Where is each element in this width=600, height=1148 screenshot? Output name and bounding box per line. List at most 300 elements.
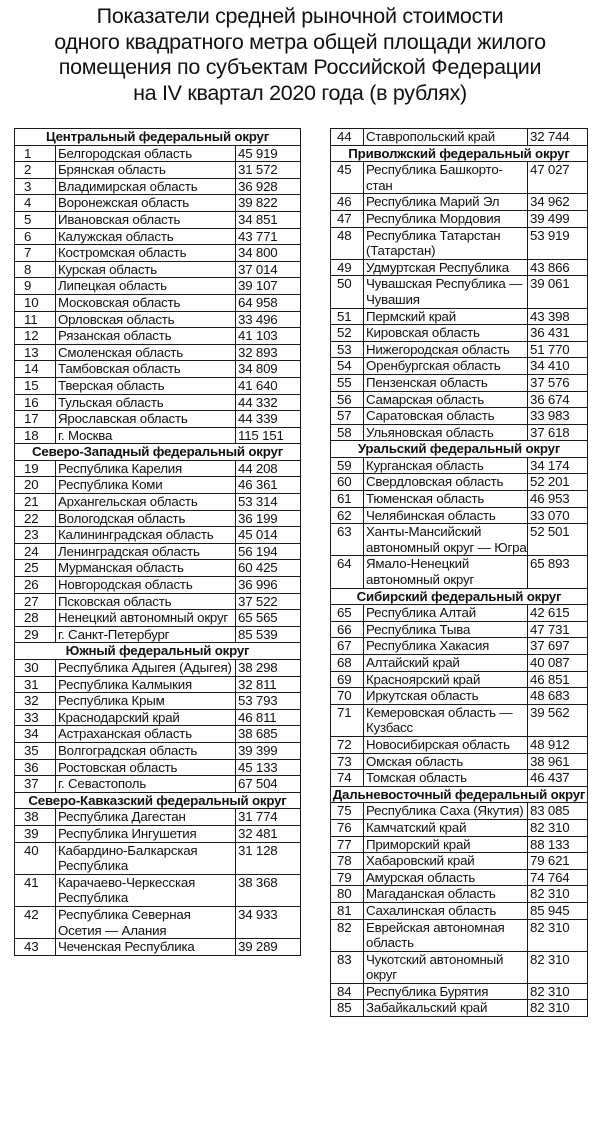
title-line: на IV квартал 2020 года (в рублях)	[133, 80, 467, 105]
price-value: 64 958	[236, 294, 301, 311]
table-row	[15, 477, 301, 494]
price-value: 56 194	[236, 543, 301, 560]
row-number: 54	[331, 358, 364, 375]
region-name: Ульяновская область	[364, 424, 528, 441]
region-name: Рязанская область	[56, 328, 236, 345]
row-number: 48	[331, 227, 364, 259]
region-name: Приморский край	[364, 836, 528, 853]
region-name: Республика Карелия	[56, 460, 236, 477]
row-number: 29	[15, 626, 56, 643]
region-name: Республика Алтай	[364, 605, 528, 622]
table-row	[15, 195, 301, 212]
region-name: Республика Крым	[56, 693, 236, 710]
table-row	[331, 770, 588, 787]
title-line: помещения по субъектам Российской Федерации	[58, 55, 542, 79]
district-header: Дальневосточный федеральный округ	[331, 786, 588, 803]
row-number: 67	[331, 638, 364, 655]
row-number: 38	[15, 809, 56, 826]
price-value: 47 731	[528, 621, 588, 638]
table-row	[331, 621, 588, 638]
table-row	[15, 377, 301, 394]
region-name: Сахалинская область	[364, 902, 528, 919]
price-value: 82 310	[528, 919, 588, 951]
row-number: 15	[15, 377, 56, 394]
table-row	[331, 276, 588, 308]
row-number: 24	[15, 543, 56, 560]
row-number: 85	[331, 1000, 364, 1017]
price-value: 34 933	[236, 906, 301, 938]
price-value: 46 361	[236, 477, 301, 494]
price-table-right	[330, 128, 588, 1017]
region-name: Пензенская область	[364, 374, 528, 391]
district-header-row	[331, 588, 588, 605]
price-value: 48 912	[528, 736, 588, 753]
row-number: 34	[15, 726, 56, 743]
price-value: 31 572	[236, 162, 301, 179]
region-name: Владимирская область	[56, 178, 236, 195]
table-row	[331, 1000, 588, 1017]
region-name: Ставропольский край	[364, 129, 528, 146]
table-row	[15, 577, 301, 594]
price-value: 65 565	[236, 610, 301, 627]
region-name: Кировская область	[364, 325, 528, 342]
table-row	[15, 676, 301, 693]
row-number: 33	[15, 709, 56, 726]
table-row	[15, 145, 301, 162]
row-number: 31	[15, 676, 56, 693]
table-row	[15, 311, 301, 328]
row-number: 77	[331, 836, 364, 853]
district-header-row	[331, 145, 588, 162]
row-number: 50	[331, 276, 364, 308]
region-name: Омская область	[364, 753, 528, 770]
row-number: 2	[15, 162, 56, 179]
table-row	[331, 391, 588, 408]
price-value: 39 499	[528, 210, 588, 227]
region-name: Забайкальский край	[364, 1000, 528, 1017]
district-header: Южный федеральный округ	[15, 643, 301, 660]
region-name: Республика Бурятия	[364, 983, 528, 1000]
region-name: Курская область	[56, 261, 236, 278]
row-number: 30	[15, 660, 56, 677]
price-value: 39 399	[236, 742, 301, 759]
price-value: 82 310	[528, 1000, 588, 1017]
table-row	[331, 424, 588, 441]
region-name: г. Севастополь	[56, 776, 236, 793]
region-name: Иркутская область	[364, 688, 528, 705]
region-name: Вологодская область	[56, 510, 236, 527]
left-table-column	[14, 128, 300, 956]
table-row	[331, 474, 588, 491]
table-row	[15, 874, 301, 906]
district-header-row	[15, 792, 301, 809]
table-row	[15, 709, 301, 726]
region-name: Удмуртская Республика	[364, 259, 528, 276]
row-number: 81	[331, 902, 364, 919]
price-value: 31 774	[236, 809, 301, 826]
region-name: Чувашская Республика — Чувашия	[364, 276, 528, 308]
region-name: Брянская область	[56, 162, 236, 179]
region-name: Псковская область	[56, 593, 236, 610]
district-header: Северо-Западный федеральный округ	[15, 444, 301, 461]
region-name: Республика Северная Осетия — Алания	[56, 906, 236, 938]
price-value: 40 087	[528, 655, 588, 672]
row-number: 53	[331, 341, 364, 358]
region-name: Республика Татарстан (Татарстан)	[364, 227, 528, 259]
region-name: Магаданская область	[364, 886, 528, 903]
table-row	[15, 328, 301, 345]
row-number: 10	[15, 294, 56, 311]
row-number: 17	[15, 411, 56, 428]
row-number: 70	[331, 688, 364, 705]
price-value: 37 697	[528, 638, 588, 655]
price-value: 46 953	[528, 491, 588, 508]
table-row	[15, 394, 301, 411]
price-value: 34 851	[236, 211, 301, 228]
row-number: 66	[331, 621, 364, 638]
price-value: 37 618	[528, 424, 588, 441]
region-name: Республика Адыгея (Адыгея)	[56, 660, 236, 677]
region-name: Астраханская область	[56, 726, 236, 743]
row-number: 60	[331, 474, 364, 491]
table-row	[15, 460, 301, 477]
table-row	[331, 524, 588, 556]
price-value: 38 298	[236, 660, 301, 677]
price-value: 41 103	[236, 328, 301, 345]
price-value: 43 866	[528, 259, 588, 276]
price-value: 38 961	[528, 753, 588, 770]
row-number: 7	[15, 245, 56, 262]
price-value: 67 504	[236, 776, 301, 793]
row-number: 83	[331, 951, 364, 983]
price-value: 46 851	[528, 671, 588, 688]
region-name: Тамбовская область	[56, 361, 236, 378]
price-value: 32 893	[236, 344, 301, 361]
row-number: 73	[331, 753, 364, 770]
row-number: 14	[15, 361, 56, 378]
table-row	[15, 693, 301, 710]
table-row	[331, 259, 588, 276]
row-number: 39	[15, 825, 56, 842]
price-value: 47 027	[528, 162, 588, 194]
price-value: 39 822	[236, 195, 301, 212]
table-row	[331, 325, 588, 342]
region-name: Курганская область	[364, 457, 528, 474]
region-name: Республика Тыва	[364, 621, 528, 638]
row-number: 21	[15, 494, 56, 511]
region-name: Тюменская область	[364, 491, 528, 508]
price-value: 32 811	[236, 676, 301, 693]
row-number: 62	[331, 507, 364, 524]
table-row	[15, 726, 301, 743]
row-number: 72	[331, 736, 364, 753]
row-number: 79	[331, 869, 364, 886]
table-row	[15, 361, 301, 378]
price-value: 39 562	[528, 704, 588, 736]
district-header-row	[15, 643, 301, 660]
table-row	[15, 211, 301, 228]
table-row	[15, 560, 301, 577]
row-number: 8	[15, 261, 56, 278]
region-name: Тверская область	[56, 377, 236, 394]
row-number: 44	[331, 129, 364, 146]
table-row	[15, 776, 301, 793]
row-number: 11	[15, 311, 56, 328]
row-number: 22	[15, 510, 56, 527]
region-name: Калужская область	[56, 228, 236, 245]
table-row	[331, 358, 588, 375]
table-row	[331, 308, 588, 325]
region-name: Чукотский автономный округ	[364, 951, 528, 983]
region-name: Алтайский край	[364, 655, 528, 672]
document-title	[0, 4, 600, 106]
region-name: Ямало-Ненецкий автономный округ	[364, 556, 528, 588]
row-number: 51	[331, 308, 364, 325]
right-table-column	[330, 128, 587, 1017]
row-number: 23	[15, 527, 56, 544]
region-name: Ивановская область	[56, 211, 236, 228]
price-value: 31 128	[236, 842, 301, 874]
row-number: 43	[15, 939, 56, 956]
district-header-row	[15, 444, 301, 461]
table-row	[331, 491, 588, 508]
row-number: 41	[15, 874, 56, 906]
table-row	[331, 194, 588, 211]
price-value: 38 685	[236, 726, 301, 743]
price-value: 44 339	[236, 411, 301, 428]
price-value: 36 431	[528, 325, 588, 342]
region-name: Архангельская область	[56, 494, 236, 511]
region-name: Республика Калмыкия	[56, 676, 236, 693]
price-value: 36 996	[236, 577, 301, 594]
price-value: 45 919	[236, 145, 301, 162]
table-row	[15, 742, 301, 759]
price-value: 82 310	[528, 983, 588, 1000]
region-name: Краснодарский край	[56, 709, 236, 726]
price-value: 53 793	[236, 693, 301, 710]
region-name: Нижегородская область	[364, 341, 528, 358]
row-number: 56	[331, 391, 364, 408]
region-name: Челябинская область	[364, 507, 528, 524]
region-name: Новгородская область	[56, 577, 236, 594]
region-name: Камчатский край	[364, 819, 528, 836]
price-value: 53 919	[528, 227, 588, 259]
table-row	[331, 129, 588, 146]
region-name: Республика Коми	[56, 477, 236, 494]
price-value: 36 199	[236, 510, 301, 527]
table-row	[15, 278, 301, 295]
table-row	[15, 245, 301, 262]
region-name: Воронежская область	[56, 195, 236, 212]
table-row	[331, 951, 588, 983]
table-row	[15, 610, 301, 627]
price-value: 36 674	[528, 391, 588, 408]
row-number: 71	[331, 704, 364, 736]
table-row	[331, 886, 588, 903]
region-name: Смоленская область	[56, 344, 236, 361]
region-name: Свердловская область	[364, 474, 528, 491]
table-row	[331, 210, 588, 227]
district-header: Приволжский федеральный округ	[331, 145, 588, 162]
table-row	[15, 825, 301, 842]
table-row	[331, 341, 588, 358]
price-value: 37 576	[528, 374, 588, 391]
price-value: 39 289	[236, 939, 301, 956]
price-value: 43 771	[236, 228, 301, 245]
row-number: 18	[15, 427, 56, 444]
price-value: 39 107	[236, 278, 301, 295]
table-row	[15, 593, 301, 610]
table-row	[331, 704, 588, 736]
table-row	[15, 906, 301, 938]
row-number: 36	[15, 759, 56, 776]
table-row	[15, 626, 301, 643]
region-name: Республика Дагестан	[56, 809, 236, 826]
price-value: 34 174	[528, 457, 588, 474]
row-number: 61	[331, 491, 364, 508]
region-name: Ленинградская область	[56, 543, 236, 560]
table-row	[15, 228, 301, 245]
price-value: 51 770	[528, 341, 588, 358]
price-value: 44 332	[236, 394, 301, 411]
table-row	[15, 494, 301, 511]
region-name: г. Москва	[56, 427, 236, 444]
row-number: 74	[331, 770, 364, 787]
row-number: 69	[331, 671, 364, 688]
table-row	[15, 759, 301, 776]
table-row	[15, 660, 301, 677]
table-row	[331, 605, 588, 622]
table-row	[15, 427, 301, 444]
row-number: 65	[331, 605, 364, 622]
region-name: Белгородская область	[56, 145, 236, 162]
row-number: 27	[15, 593, 56, 610]
table-row	[15, 261, 301, 278]
table-row	[15, 178, 301, 195]
region-name: Ярославская область	[56, 411, 236, 428]
region-name: Мурманская область	[56, 560, 236, 577]
table-row	[331, 162, 588, 194]
price-value: 82 310	[528, 886, 588, 903]
table-row	[331, 836, 588, 853]
price-value: 115 151	[236, 427, 301, 444]
price-value: 34 962	[528, 194, 588, 211]
price-value: 88 133	[528, 836, 588, 853]
region-name: Хабаровский край	[364, 853, 528, 870]
region-name: Орловская область	[56, 311, 236, 328]
price-value: 46 811	[236, 709, 301, 726]
region-name: Пермский край	[364, 308, 528, 325]
price-value: 41 640	[236, 377, 301, 394]
table-row	[331, 408, 588, 425]
region-name: Амурская область	[364, 869, 528, 886]
region-name: Саратовская область	[364, 408, 528, 425]
region-name: Кемеровская область — Кузбасс	[364, 704, 528, 736]
district-header-row	[331, 441, 588, 458]
row-number: 58	[331, 424, 364, 441]
row-number: 20	[15, 477, 56, 494]
region-name: Ненецкий автономный округ	[56, 610, 236, 627]
price-value: 43 398	[528, 308, 588, 325]
region-name: Республика Хакасия	[364, 638, 528, 655]
price-value: 33 070	[528, 507, 588, 524]
region-name: Республика Ингушетия	[56, 825, 236, 842]
price-value: 82 310	[528, 951, 588, 983]
row-number: 6	[15, 228, 56, 245]
price-value: 85 945	[528, 902, 588, 919]
price-value: 82 310	[528, 819, 588, 836]
price-value: 32 481	[236, 825, 301, 842]
price-value: 52 501	[528, 524, 588, 556]
region-name: Калининградская область	[56, 527, 236, 544]
table-row	[331, 919, 588, 951]
row-number: 37	[15, 776, 56, 793]
price-value: 79 621	[528, 853, 588, 870]
district-header: Центральный федеральный округ	[15, 129, 301, 146]
row-number: 3	[15, 178, 56, 195]
row-number: 40	[15, 842, 56, 874]
row-number: 49	[331, 259, 364, 276]
table-row	[331, 753, 588, 770]
price-value: 52 201	[528, 474, 588, 491]
row-number: 5	[15, 211, 56, 228]
row-number: 4	[15, 195, 56, 212]
table-row	[15, 809, 301, 826]
region-name: Ростовская область	[56, 759, 236, 776]
table-row	[15, 510, 301, 527]
region-name: Самарская область	[364, 391, 528, 408]
region-name: Республика Башкорто-стан	[364, 162, 528, 194]
table-row	[331, 227, 588, 259]
price-value: 45 133	[236, 759, 301, 776]
table-row	[331, 902, 588, 919]
row-number: 13	[15, 344, 56, 361]
price-value: 83 085	[528, 803, 588, 820]
table-row	[331, 736, 588, 753]
price-value: 34 809	[236, 361, 301, 378]
region-name: Республика Саха (Якутия)	[364, 803, 528, 820]
row-number: 80	[331, 886, 364, 903]
row-number: 12	[15, 328, 56, 345]
price-value: 32 744	[528, 129, 588, 146]
table-row	[15, 842, 301, 874]
row-number: 1	[15, 145, 56, 162]
row-number: 57	[331, 408, 364, 425]
region-name: Республика Мордовия	[364, 210, 528, 227]
table-row	[15, 543, 301, 560]
row-number: 26	[15, 577, 56, 594]
row-number: 76	[331, 819, 364, 836]
table-row	[331, 671, 588, 688]
row-number: 9	[15, 278, 56, 295]
region-name: Волгоградская область	[56, 742, 236, 759]
table-row	[15, 294, 301, 311]
row-number: 75	[331, 803, 364, 820]
region-name: Чеченская Республика	[56, 939, 236, 956]
price-value: 33 983	[528, 408, 588, 425]
row-number: 84	[331, 983, 364, 1000]
price-value: 53 314	[236, 494, 301, 511]
table-row	[15, 411, 301, 428]
price-value: 46 437	[528, 770, 588, 787]
table-row	[331, 819, 588, 836]
price-value: 33 496	[236, 311, 301, 328]
price-value: 44 208	[236, 460, 301, 477]
table-row	[15, 162, 301, 179]
price-value: 34 410	[528, 358, 588, 375]
district-header: Уральский федеральный округ	[331, 441, 588, 458]
row-number: 16	[15, 394, 56, 411]
